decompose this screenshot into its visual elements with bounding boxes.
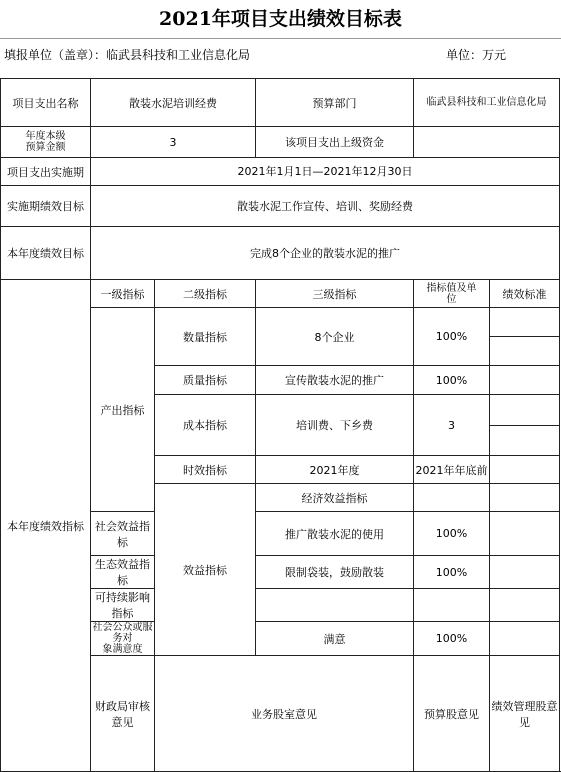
budget-dept-label: 预算部门 — [256, 79, 414, 127]
level2-cell: 社会公众或服务对 象满意度 — [92, 622, 153, 655]
standard-cell — [490, 395, 560, 426]
finance-review-label: 财政局审核意见 — [91, 656, 155, 772]
standard-cell — [490, 622, 560, 656]
level3-cell: 宣传散装水泥的推广 — [256, 366, 414, 395]
value-cell: 3 — [414, 395, 490, 456]
annual-budget-label: 年度本级 预算金额 — [1, 127, 91, 158]
level2-cell: 生态效益指标 — [91, 556, 155, 589]
period-value: 2021年1月1日—2021年12月30日 — [91, 158, 560, 186]
standard-cell — [490, 556, 560, 589]
level3-cell: 满意 — [256, 622, 414, 656]
standard-cell — [490, 337, 560, 366]
standard-cell — [490, 308, 560, 337]
value-cell: 100% — [414, 366, 490, 395]
value-cell: 2021年年底前 — [414, 456, 490, 484]
value-cell — [414, 589, 490, 622]
annual-budget-value: 3 — [91, 127, 256, 158]
currency-unit-label: 单位：万元 — [446, 48, 507, 62]
col-level1-header: 一级指标 — [91, 280, 155, 308]
title-divider — [0, 38, 561, 39]
col-value-header: 指标值及单 位 — [414, 280, 490, 308]
output-indicators-label: 产出指标 — [91, 308, 155, 512]
project-name-label: 项目支出名称 — [1, 79, 91, 127]
table-row — [1, 280, 560, 308]
level2-cell: 经济效益指标 — [256, 484, 414, 512]
standard-cell — [490, 512, 560, 556]
business-opinion-cell: 业务股室意见 — [155, 656, 414, 772]
level3-cell: 培训费、下乡费 — [256, 395, 414, 456]
period-goal-label: 实施期绩效目标 — [1, 186, 91, 227]
value-cell — [490, 484, 560, 512]
value-cell: 100% — [414, 556, 490, 589]
budget-dept-value: 临武县科技和工业信息化局 — [414, 79, 560, 127]
table-row — [1, 158, 560, 186]
table-row — [1, 227, 560, 280]
table-row — [1, 79, 560, 127]
level3-cell: 8个企业 — [256, 308, 414, 366]
budget-opinion-cell: 预算股意见 — [414, 656, 490, 772]
value-cell: 100% — [414, 512, 490, 556]
level2-cell: 社会效益指标 — [91, 512, 155, 556]
superior-funds-value — [414, 127, 560, 158]
standard-cell — [490, 456, 560, 484]
project-name-value: 散装水泥培训经费 — [91, 79, 256, 127]
annual-goal-value: 完成8个企业的散装水泥的推广 — [91, 227, 560, 280]
col-level3-header: 三级指标 — [256, 280, 414, 308]
page-title: 2021年项目支出绩效目标表 — [159, 8, 402, 30]
reporting-unit-label: 填报单位（盖章）：临武县科技和工业信息化局 — [4, 48, 251, 62]
level3-cell — [414, 484, 490, 512]
col-standard-header: 绩效标准 — [490, 280, 560, 308]
table-row — [1, 127, 560, 158]
level2-cell: 可持续影响指标 — [91, 589, 155, 622]
period-label: 项目支出实施期 — [1, 158, 91, 186]
period-goal-value: 散装水泥工作宣传、培训、奖励经费 — [91, 186, 560, 227]
standard-cell — [490, 426, 560, 456]
level2-cell: 成本指标 — [155, 395, 256, 456]
standard-cell — [490, 589, 560, 622]
performance-table — [0, 78, 560, 772]
level3-cell — [256, 589, 414, 622]
level2-cell: 数量指标 — [155, 308, 256, 366]
level3-cell: 2021年度 — [256, 456, 414, 484]
level3-cell: 推广散装水泥的使用 — [256, 512, 414, 556]
level2-cell: 时效指标 — [155, 456, 256, 484]
level3-cell: 限制袋装，鼓励散装 — [256, 556, 414, 589]
indicators-section-label: 本年度绩效指标 — [1, 280, 91, 772]
superior-funds-label: 该项目支出上级资金 — [256, 127, 414, 158]
level2-cell: 质量指标 — [155, 366, 256, 395]
col-level2-header: 二级指标 — [155, 280, 256, 308]
standard-cell — [490, 366, 560, 395]
value-cell: 100% — [414, 308, 490, 366]
value-cell: 100% — [414, 622, 490, 656]
annual-goal-label: 本年度绩效目标 — [1, 227, 91, 280]
table-row — [1, 186, 560, 227]
performance-opinion-cell: 绩效管理股意见 — [490, 656, 560, 772]
benefit-indicators-label: 效益指标 — [155, 484, 256, 656]
